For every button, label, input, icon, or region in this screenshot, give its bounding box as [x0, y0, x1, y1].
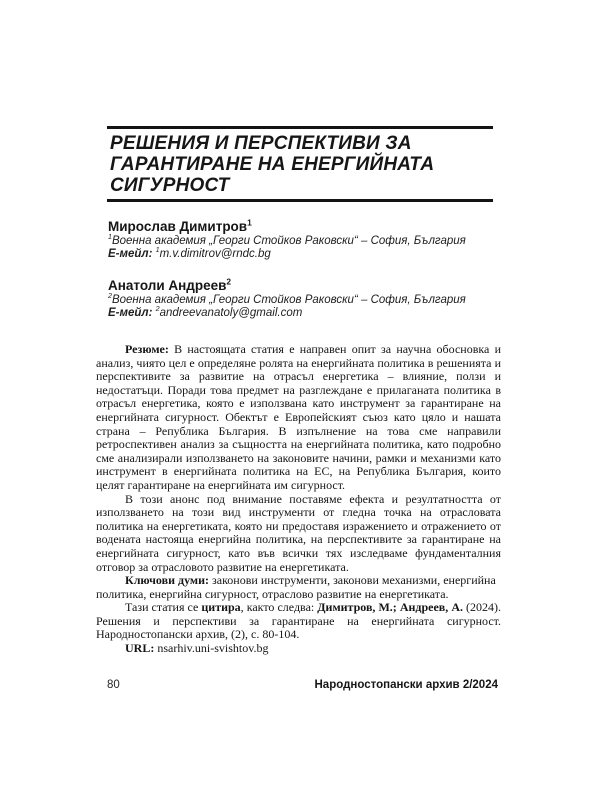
- author-2-name: [108, 278, 508, 293]
- author-2-email-label: Е-мейл:: [108, 306, 153, 319]
- author-2-email-superscript: 2: [155, 304, 160, 313]
- author-1-name: [108, 219, 508, 234]
- page-footer: [107, 679, 498, 691]
- keywords-text: законови инструменти, законови механизми, енергийна политика, енергийна сигурност, отраслово развитие на енергетиката.: [96, 573, 496, 601]
- author-1-email-label: Е-мейл:: [108, 247, 153, 260]
- author-block-2: [108, 278, 508, 319]
- author-1-email-line: [108, 245, 508, 261]
- author-1-superscript: 1: [247, 217, 252, 228]
- url-line: [96, 642, 501, 656]
- article-title-line-2: ГАРАНТИРАНЕ НА ЕНЕРГИЙНАТА: [110, 154, 435, 175]
- author-1-email-superscript: 1: [155, 245, 160, 254]
- author-2-affiliation-text: Военна академия „Георги Стойков Раковски“ – София, България: [111, 294, 466, 306]
- citation-authors: Димитров, М.; Андреев, А.: [317, 600, 463, 615]
- url-value: nsarhiv.uni-svishtov.bg: [157, 641, 269, 656]
- journal-title-footer: Народностопански архив 2/2024: [314, 679, 498, 691]
- author-2-affiliation: [108, 294, 508, 307]
- abstract-paragraph-1: [96, 343, 501, 493]
- citation-rest-text: (2024). Решения и перспективи за гарантиране на енергийната сигурност. Народностопански архив, (2), с. 80-104.: [96, 600, 502, 642]
- author-block-1: [108, 219, 508, 260]
- author-2-name-text: Анатоли Андреев: [108, 278, 227, 293]
- article-title-line-1: РЕШЕНИЯ И ПЕРСПЕКТИВИ ЗА: [110, 133, 412, 154]
- abstract-section: [96, 343, 501, 656]
- abstract-label: Резюме:: [125, 342, 169, 356]
- article-title-line-3: СИГУРНОСТ: [110, 175, 230, 196]
- keywords-label: Ключови думи:: [125, 573, 210, 588]
- citation-mid-text: , както следва:: [240, 600, 315, 615]
- abstract-paragraph-1-text: В настоящата статия е направен опит за научна обосновка и анализ, чиято цел е определяне ролята на енергийната политика в решенията и перспективите за развитие на отрасъл енергетика – влияние, ползи и недостатъци. Поради това предмет на разглеждане е прилаганата политика в отрасъл енергетика, която е използвана като инструмент за гарантиране на енергийната сигурност. Обектът е Европейският съюз като цяло и нашата страна – Република България. В изпълнение на това сме направили ретроспективен анализ за същността на енергийната политика, като подробно сме анализирали използването на законовите начини, рамки и механизми като инструмент в енергийната политика на ЕС, на Република България, които целят гарантиране на енергийната им сигурност.: [96, 342, 502, 492]
- author-1-name-text: Мирослав Димитров: [108, 219, 248, 234]
- author-2-superscript: 2: [226, 276, 232, 287]
- author-1-affiliation-text: Военна академия „Георги Стойков Раковски“ – София, България: [111, 235, 466, 247]
- page-number: 80: [107, 679, 120, 691]
- title-block: [107, 126, 493, 202]
- abstract-paragraph-2: В този анонс под внимание поставяме ефекта и резултатността от използването на този вид инструменти от гледна точка на отрасловата политика на енергетиката, която ни предоставя изражението и отражението от водената настояща енергийна политика, на перспективите за гарантиране на енергийната сигурност, като във всички тях изследваме фундаменталния отговор за отрасловото развитие на енергетиката.: [96, 491, 501, 574]
- citation-paragraph: [96, 601, 501, 642]
- citation-pre-text: Тази статия се: [125, 600, 199, 615]
- author-1-affiliation: [108, 235, 508, 248]
- url-label: URL:: [125, 641, 155, 656]
- keywords-paragraph: [96, 574, 501, 601]
- citation-bold-word: цитира: [201, 600, 241, 615]
- author-2-email-line: [108, 304, 508, 320]
- author-1-email-address: m.v.dimitrov@rndc.bg: [159, 247, 271, 260]
- author-2-affiliation-superscript: 2: [108, 292, 112, 301]
- author-1-affiliation-superscript: 1: [108, 233, 112, 242]
- author-2-email-address: andreevanatoly@gmail.com: [159, 306, 303, 319]
